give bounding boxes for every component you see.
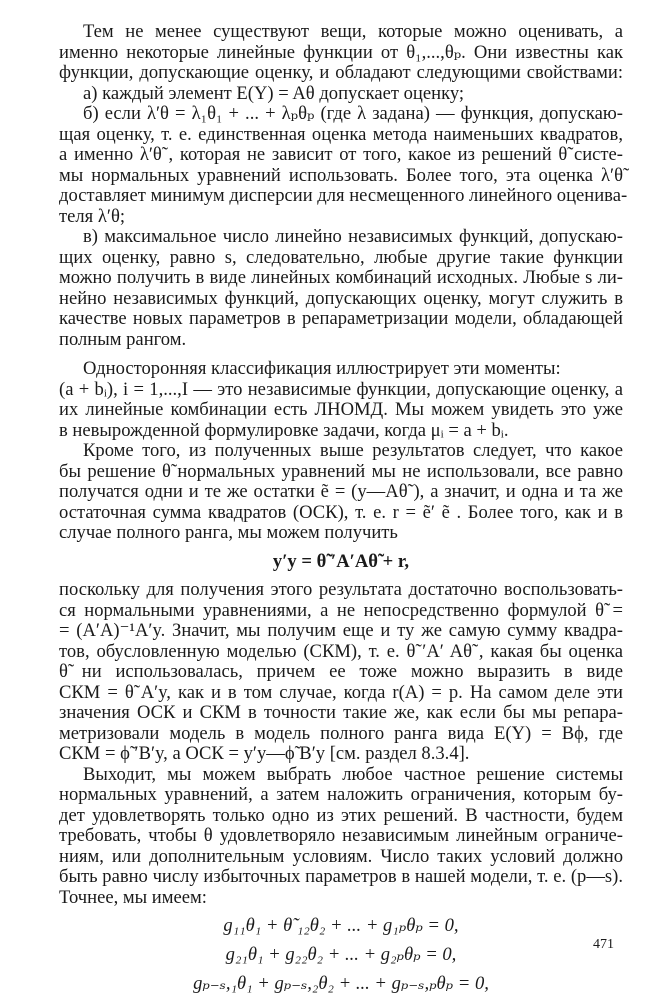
text-line: в невырожденной формулировке задачи, когда μᵢ = a + bᵢ. bbox=[59, 419, 509, 441]
text-line: полным рангом. bbox=[59, 328, 187, 350]
text-line: (a + bᵢ), i = 1,...,I — это независимые функции, допускающие оценку, а bbox=[59, 378, 623, 400]
text-line: θ̃ ни использовалась, причем ее тоже можно выразить в виде bbox=[59, 661, 623, 682]
constraint-equation: gₚ₋ₛ,₁θ₁ + gₚ₋ₛ,₂θ₂ + ... + gₚ₋ₛ,ₚθₚ = 0, bbox=[193, 973, 489, 994]
text-line: дет удовлетворять только одно из этих решений. В частности, будем bbox=[59, 804, 623, 826]
text-line: функции, допускающие оценку, и обладают следующими свойствами: bbox=[59, 62, 623, 83]
text-line: а) каждый элемент E(Y) = Aθ допускает оценку; bbox=[83, 82, 465, 104]
text-line: нейно независимых функций, допускающих оценку, могут служить в bbox=[59, 287, 623, 309]
page-number: 471 bbox=[593, 937, 614, 952]
text-line: СКМ = ϕ̃ ′B′y, а ОСК = y′y—ϕ̃ B′y [см. раздел 8.3.4]. bbox=[59, 743, 470, 764]
display-equation: y′y = θ̃ ′A′Aθ̃ + r, bbox=[272, 550, 410, 572]
text-line: бы решение θ̃ нормальных уравнений мы не использовали, все равно bbox=[59, 460, 623, 482]
text-line: Точнее, мы имеем: bbox=[59, 886, 207, 908]
constraint-equation: g₁₁θ₁ + θ̃ ₁₂θ₂ + ... + g₁ₚθₚ = 0, bbox=[223, 915, 459, 936]
text-line: ниям, или дополнительным условиям. Число таких условий должно bbox=[59, 845, 623, 867]
text-line: в) максимальное число линейно независимых функций, допускаю- bbox=[83, 226, 623, 247]
text-line: именно некоторые линейные функции от θ₁,...,θₚ. Они известны как bbox=[59, 41, 623, 63]
text-line: быть равно числу избыточных параметров в нашей модели, т. е. (p—s). bbox=[59, 866, 623, 887]
text-line: нормальных уравнений, а затем наложить ограничения, которым бу- bbox=[59, 784, 623, 805]
text-line: значения ОСК и СКМ в точности такие же, как если бы мы репара- bbox=[59, 702, 623, 723]
text-line: можно получить в виде линейных комбинаций исходных. Любые s ли- bbox=[59, 267, 623, 288]
text-line: получатся одни и те же остатки ẽ = (y—Aθ̃ ), а значит, и одна и та же bbox=[59, 481, 623, 502]
text-line: их линейные комбинации есть ЛНОМД. Мы можем увидеть это уже bbox=[59, 399, 623, 420]
page-text-block bbox=[59, 21, 628, 995]
text-line: поскольку для получения этого результата достаточно воспользовать- bbox=[59, 579, 623, 600]
text-line: б) если λ′θ = λ₁θ₁ + ... + λₚθₚ (где λ задана) — функция, допускаю- bbox=[83, 103, 623, 124]
text-line: СКМ = θ̃ A′y, как и в том случае, когда r(A) = p. На самом деле эти bbox=[59, 681, 623, 703]
constraint-equation: g₂₁θ₁ + g₂₂θ₂ + ... + g₂ₚθₚ = 0, bbox=[225, 944, 457, 965]
text-line: ся нормальными уравнениями, а не непосредственно формулой θ̃ = bbox=[59, 599, 623, 621]
text-line: Тем не менее существуют вещи, которые можно оценивать, а bbox=[83, 21, 623, 42]
text-line: Кроме того, из полученных выше результатов следует, что какое bbox=[83, 440, 623, 461]
text-line: теля λ′θ; bbox=[59, 205, 126, 227]
text-line: доставляет минимум дисперсии для несмещенного линейного оценива- bbox=[59, 185, 628, 206]
text-line: случае полного ранга, мы можем получить bbox=[59, 522, 398, 543]
text-line: щая оценку, т. е. единственная оценка метода наименьших квадратов, bbox=[59, 123, 623, 145]
text-line: щих оценку, равно s, следовательно, любые другие такие функции bbox=[59, 246, 623, 268]
text-line: Односторонняя классификация иллюстрирует эти моменты: bbox=[83, 358, 561, 379]
text-line: тов, обусловленную моделью (СКМ), т. е. θ̃ ′A′ Aθ̃ , какая бы оценка bbox=[59, 640, 623, 662]
text-line: мы нормальных уравнений использовать. Более того, эта оценка λ′θ̃ bbox=[59, 164, 623, 186]
text-line: остаточная сумма квадратов (ОСК), т. е. r = ẽ′ ẽ . Более того, как и в bbox=[59, 501, 623, 523]
text-line: требовать, чтобы θ удовлетворяло независимым линейным ограниче- bbox=[59, 825, 623, 846]
text-line: метризовали модель в модель полного ранга вида E(Y) = Bϕ, где bbox=[59, 722, 623, 744]
text-line: = (A′A)⁻¹A′y. Значит, мы получим еще и ту же самую сумму квадра- bbox=[59, 620, 623, 641]
text-line: качестве новых параметров в репараметризации модели, обладающей bbox=[59, 308, 623, 329]
text-line: Выходит, мы можем выбрать любое частное решение системы bbox=[83, 763, 623, 785]
text-line: а именно λ′θ̃ , которая не зависит от того, какое из решений θ̃ систе- bbox=[59, 144, 623, 165]
